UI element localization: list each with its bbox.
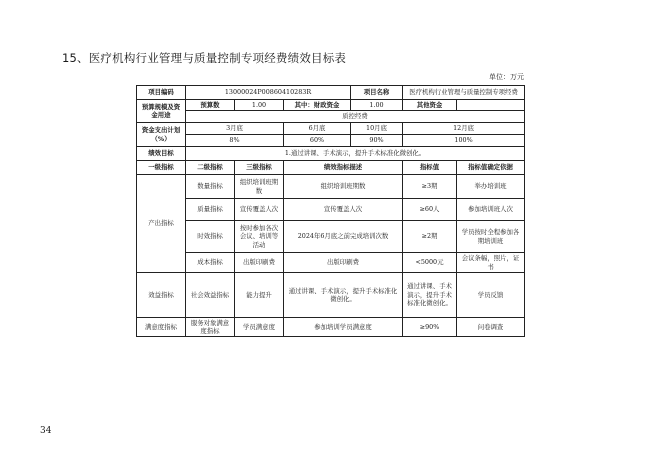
performance-goal-table xyxy=(136,85,525,337)
goal-row xyxy=(137,147,525,161)
budget-purpose: 质控经费 xyxy=(186,111,525,123)
indicator-basis: 学员按时全程参加各期培训班 xyxy=(457,221,525,253)
table-row xyxy=(137,253,525,273)
group-output-label: 产出指标 xyxy=(137,175,186,273)
budget-purpose-row xyxy=(137,111,525,123)
indicator-description: 参加培训学员满意度 xyxy=(284,318,403,337)
indicator-l2: 数量指标 xyxy=(186,175,235,199)
budget-row xyxy=(137,100,525,111)
table-row xyxy=(137,221,525,253)
indicator-basis: 问卷调查 xyxy=(457,318,525,337)
indicator-l2: 成本指标 xyxy=(186,253,235,273)
table-row xyxy=(137,318,525,337)
indicator-l3: 宣传覆盖人次 xyxy=(235,199,284,221)
indicator-description: 组织培训班期数 xyxy=(284,175,403,199)
header-level1: 一级指标 xyxy=(137,161,186,175)
indicator-basis: 举办培训班 xyxy=(457,175,525,199)
indicator-value: 通过讲课、手术演示，提升手术标准化微创化。 xyxy=(403,273,457,318)
budget-other-label: 其他资金 xyxy=(403,100,457,111)
schedule-value: 8% xyxy=(186,135,284,147)
schedule-value: 100% xyxy=(403,135,525,147)
group-benefit-label: 效益指标 xyxy=(137,273,186,318)
indicator-value: ≥3期 xyxy=(403,175,457,199)
schedule-value: 90% xyxy=(351,135,403,147)
schedule-header: 10月底 xyxy=(351,123,403,135)
budget-section-label: 预算规模及资金用途 xyxy=(137,100,186,123)
header-basis: 指标值确定依据 xyxy=(457,161,525,175)
header-description: 绩效指标描述 xyxy=(284,161,403,175)
schedule-header: 12月底 xyxy=(403,123,525,135)
project-name: 医疗机构行业管理与质量控制专项经费 xyxy=(403,86,525,100)
indicator-description: 出版印刷费 xyxy=(284,253,403,273)
schedule-value-row xyxy=(137,135,525,147)
indicator-header-row xyxy=(137,161,525,175)
indicator-basis: 会议条幅，照片，证书 xyxy=(457,253,525,273)
indicator-basis: 参加培训班人次 xyxy=(457,199,525,221)
indicator-description: 2024年6月底之前完成培训次数 xyxy=(284,221,403,253)
unit-label: 单位：万元 xyxy=(489,73,524,81)
header-level3: 三级指标 xyxy=(235,161,284,175)
project-code-label: 项目编码 xyxy=(137,86,186,100)
goal-text: 1.通过讲课、手术演示，提升手术标准化微创化。 xyxy=(186,147,525,161)
indicator-l2: 社会效益指标 xyxy=(186,273,235,318)
header-value: 指标值 xyxy=(403,161,457,175)
budget-other xyxy=(457,100,525,111)
indicator-value: ≥2期 xyxy=(403,221,457,253)
budget-fiscal-label: 其中：财政资金 xyxy=(284,100,351,111)
page-number: 34 xyxy=(40,426,52,436)
indicator-value: <5000元 xyxy=(403,253,457,273)
indicator-l2: 质量指标 xyxy=(186,199,235,221)
table-row xyxy=(137,175,525,199)
indicator-value: ≥90% xyxy=(403,318,457,337)
group-satisfaction-label: 满意度指标 xyxy=(137,318,186,337)
indicator-basis: 学员反馈 xyxy=(457,273,525,318)
indicator-l3: 按时参加各次会议、培训等活动 xyxy=(235,221,284,253)
page-title: 15、医疗机构行业管理与质量控制专项经费绩效目标表 xyxy=(62,51,347,65)
budget-total: 1.00 xyxy=(235,100,284,111)
indicator-l3: 出版印刷费 xyxy=(235,253,284,273)
budget-total-label: 预算数 xyxy=(186,100,235,111)
indicator-l2: 服务对象满意度指标 xyxy=(186,318,235,337)
goal-label: 绩效目标 xyxy=(137,147,186,161)
schedule-value: 60% xyxy=(284,135,351,147)
indicator-value: ≥60人 xyxy=(403,199,457,221)
indicator-l2: 时效指标 xyxy=(186,221,235,253)
table-row xyxy=(137,273,525,318)
schedule-header-row xyxy=(137,123,525,135)
table-row xyxy=(137,199,525,221)
header-level2: 二级指标 xyxy=(186,161,235,175)
indicator-l3: 能力提升 xyxy=(235,273,284,318)
project-code: 13000024P00860410283R xyxy=(186,86,351,100)
indicator-description: 宣传覆盖人次 xyxy=(284,199,403,221)
schedule-header: 6月底 xyxy=(284,123,351,135)
project-name-label: 项目名称 xyxy=(351,86,403,100)
indicator-l3: 组织培训班期数 xyxy=(235,175,284,199)
project-row xyxy=(137,86,525,100)
schedule-header: 3月底 xyxy=(186,123,284,135)
indicator-description: 通过讲课、手术演示，提升手术标准化微创化。 xyxy=(284,273,403,318)
schedule-label: 资金支出计划（%） xyxy=(137,123,186,147)
indicator-l3: 学员满意度 xyxy=(235,318,284,337)
budget-fiscal: 1.00 xyxy=(351,100,403,111)
